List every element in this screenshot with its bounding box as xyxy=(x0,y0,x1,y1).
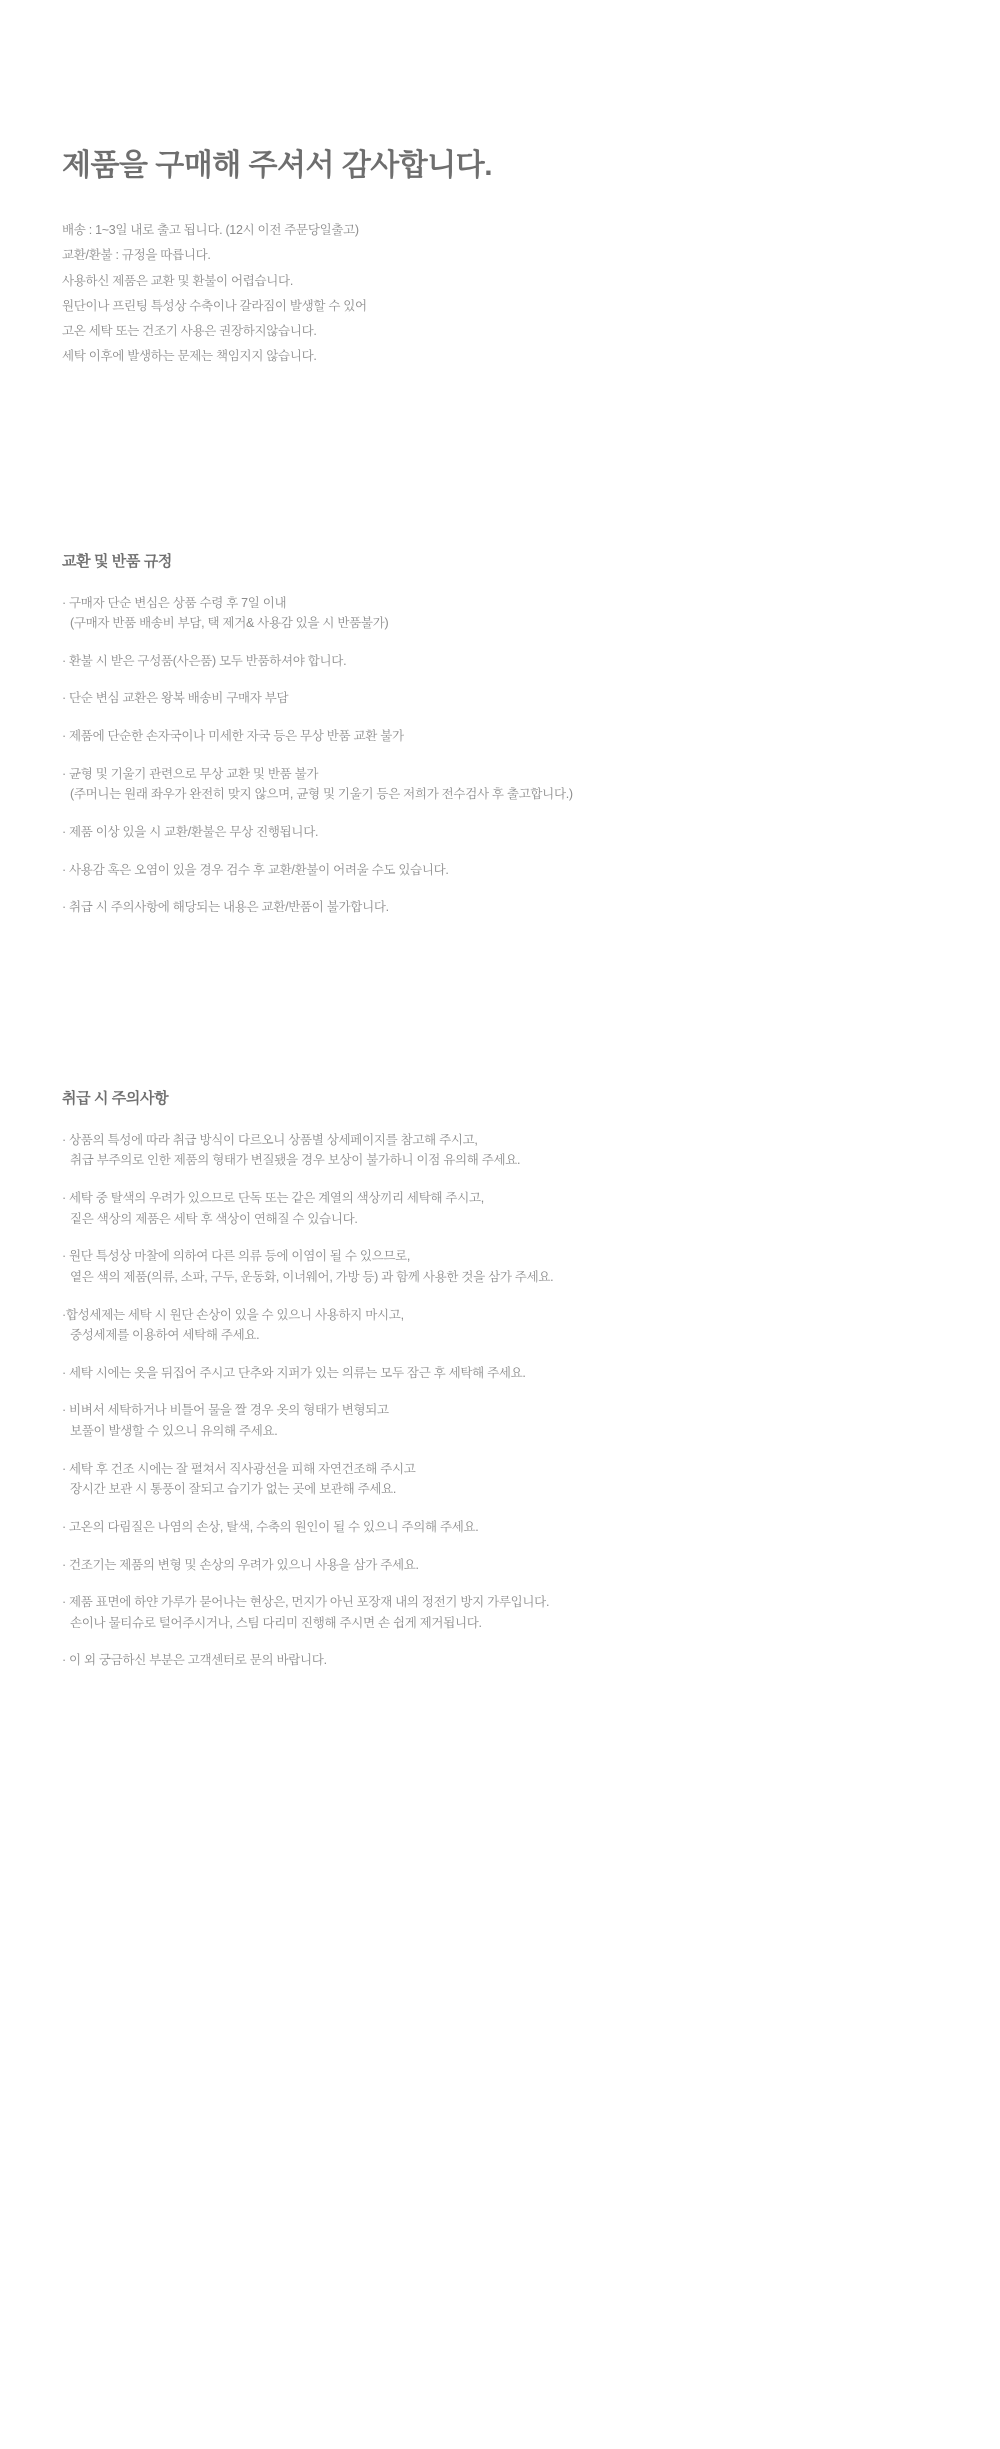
list-item xyxy=(62,1517,938,1538)
list-item-line2: 손이나 물티슈로 털어주시거나, 스팀 다리미 진행해 주시면 손 쉽게 제거됩니다. xyxy=(70,1615,482,1630)
care-instructions-section xyxy=(62,1087,938,1671)
list-item-line1: · 상품의 특성에 따라 취급 방식이 다르오니 상품별 상세페이지를 참고해 주시고, xyxy=(62,1132,478,1147)
list-item-line1: · 비벼서 세탁하거나 비틀어 물을 짤 경우 옷의 형태가 변형되고 xyxy=(62,1403,389,1418)
list-item xyxy=(62,1305,938,1346)
list-item xyxy=(62,764,938,805)
list-item-line1: · 세탁 후 건조 시에는 잘 펼쳐서 직사광선을 피해 자연건조해 주시고 xyxy=(62,1461,416,1476)
list-item-line1: · 세탁 중 탈색의 우려가 있으므로 단독 또는 같은 계열의 색상끼리 세탁해 주시고, xyxy=(62,1191,484,1205)
list-item xyxy=(62,860,938,881)
shipping-line: 원단이나 프린팅 특성상 수축이나 갈라짐이 발생할 수 있어 xyxy=(62,298,367,313)
list-item-line1: · 고온의 다림질은 나염의 손상, 탈색, 수축의 원인이 될 수 있으니 주의해 주세요. xyxy=(62,1519,479,1534)
list-item-line1: · 제품 표면에 하얀 가루가 묻어나는 현상은, 먼지가 아닌 포장재 내의 정전기 방지 가루입니다. xyxy=(62,1595,550,1610)
list-item-line1: · 원단 특성상 마찰에 의하여 다른 의류 등에 이염이 될 수 있으므로, xyxy=(62,1249,411,1264)
list-item-line1: · 이 외 궁금하신 부분은 고객센터로 문의 바랍니다. xyxy=(62,1653,327,1668)
shipping-policy-lines xyxy=(62,218,938,370)
list-item xyxy=(62,1400,938,1441)
shipping-line: 고온 세탁 또는 건조기 사용은 권장하지않습니다. xyxy=(62,324,317,338)
list-item xyxy=(62,688,938,709)
page-title: 제품을 구매해 주셔서 감사합니다. xyxy=(62,149,493,182)
spacer xyxy=(62,370,938,550)
list-item-line1: · 건조기는 제품의 변형 및 손상의 우려가 있으니 사용을 삼가 주세요. xyxy=(62,1557,419,1572)
list-item xyxy=(62,1459,938,1500)
list-item-line2: (주머니는 원래 좌우가 완전히 맞지 않으며, 균형 및 기울기 등은 저희가 전수검사 후 출고합니다.) xyxy=(70,787,573,802)
list-item xyxy=(62,1363,938,1384)
list-item-line1: · 단순 변심 교환은 왕복 배송비 구매자 부담 xyxy=(62,691,289,706)
list-item xyxy=(62,1188,938,1229)
exchange-return-section xyxy=(62,550,938,918)
list-item xyxy=(62,593,938,634)
list-item-line1: · 취급 시 주의사항에 해당되는 내용은 교환/반품이 불가합니다. xyxy=(62,900,389,915)
list-item xyxy=(62,1555,938,1576)
list-item xyxy=(62,1246,938,1287)
care-instructions-title: 취급 시 주의사항 xyxy=(62,1089,169,1107)
exchange-return-title: 교환 및 반품 규정 xyxy=(62,552,172,570)
shipping-line: 교환/환불 : 규정을 따릅니다. xyxy=(62,248,211,263)
spacer xyxy=(62,1688,938,1788)
list-item-line2: 보풀이 발생할 수 있으니 유의해 주세요. xyxy=(70,1424,278,1438)
list-item-line2: (구매자 반품 배송비 부담, 택 제거& 사용감 있을 시 반품불가) xyxy=(70,616,389,631)
list-item-line2: 짙은 색상의 제품은 세탁 후 색상이 연해질 수 있습니다. xyxy=(70,1211,358,1226)
spacer xyxy=(62,935,938,1087)
list-item-line2: 취급 부주의로 인한 제품의 형태가 변질됐을 경우 보상이 불가하니 이점 유의해 주세요. xyxy=(70,1153,521,1168)
list-item-line1: · 제품 이상 있을 시 교환/환불은 무상 진행됩니다. xyxy=(62,824,319,839)
thank-you-section xyxy=(62,0,938,370)
list-item-line1: · 환불 시 받은 구성품(사은품) 모두 반품하셔야 합니다. xyxy=(62,653,347,668)
list-item-line1: · 제품에 단순한 손자국이나 미세한 자국 등은 무상 반품 교환 불가 xyxy=(62,729,404,743)
list-item-line2: 옅은 색의 제품(의류, 소파, 구두, 운동화, 이너웨어, 가방 등) 과 함께 사용한 것을 삼가 주세요. xyxy=(70,1269,554,1284)
list-item-line2: 중성세제를 이용하여 세탁해 주세요. xyxy=(70,1328,260,1343)
list-item-line1: · 사용감 혹은 오염이 있을 경우 검수 후 교환/환불이 어려울 수도 있습니다. xyxy=(62,862,449,877)
list-item-line1: · 구매자 단순 변심은 상품 수령 후 7일 이내 xyxy=(62,595,287,610)
list-item xyxy=(62,726,938,747)
shipping-line: 사용하신 제품은 교환 및 환불이 어렵습니다. xyxy=(62,273,293,288)
list-item xyxy=(62,822,938,843)
list-item xyxy=(62,1650,938,1671)
list-item xyxy=(62,1130,938,1171)
list-item-line1: ·합성세제는 세탁 시 원단 손상이 있을 수 있으니 사용하지 마시고, xyxy=(62,1307,404,1322)
shipping-line: 세탁 이후에 발생하는 문제는 책임지지 않습니다. xyxy=(62,349,317,364)
list-item-line1: · 세탁 시에는 옷을 뒤집어 주시고 단추와 지퍼가 있는 의류는 모두 잠근 후 세탁해 주세요. xyxy=(62,1365,526,1380)
shipping-line: 배송 : 1~3일 내로 출고 됩니다. (12시 이전 주문당일출고) xyxy=(62,223,359,237)
list-item-line1: · 균형 및 기울기 관련으로 무상 교환 및 반품 불가 xyxy=(62,766,319,781)
list-item-line2: 장시간 보관 시 통풍이 잘되고 습기가 없는 곳에 보관해 주세요. xyxy=(70,1482,397,1497)
list-item xyxy=(62,651,938,672)
list-item xyxy=(62,897,938,918)
list-item xyxy=(62,1592,938,1633)
